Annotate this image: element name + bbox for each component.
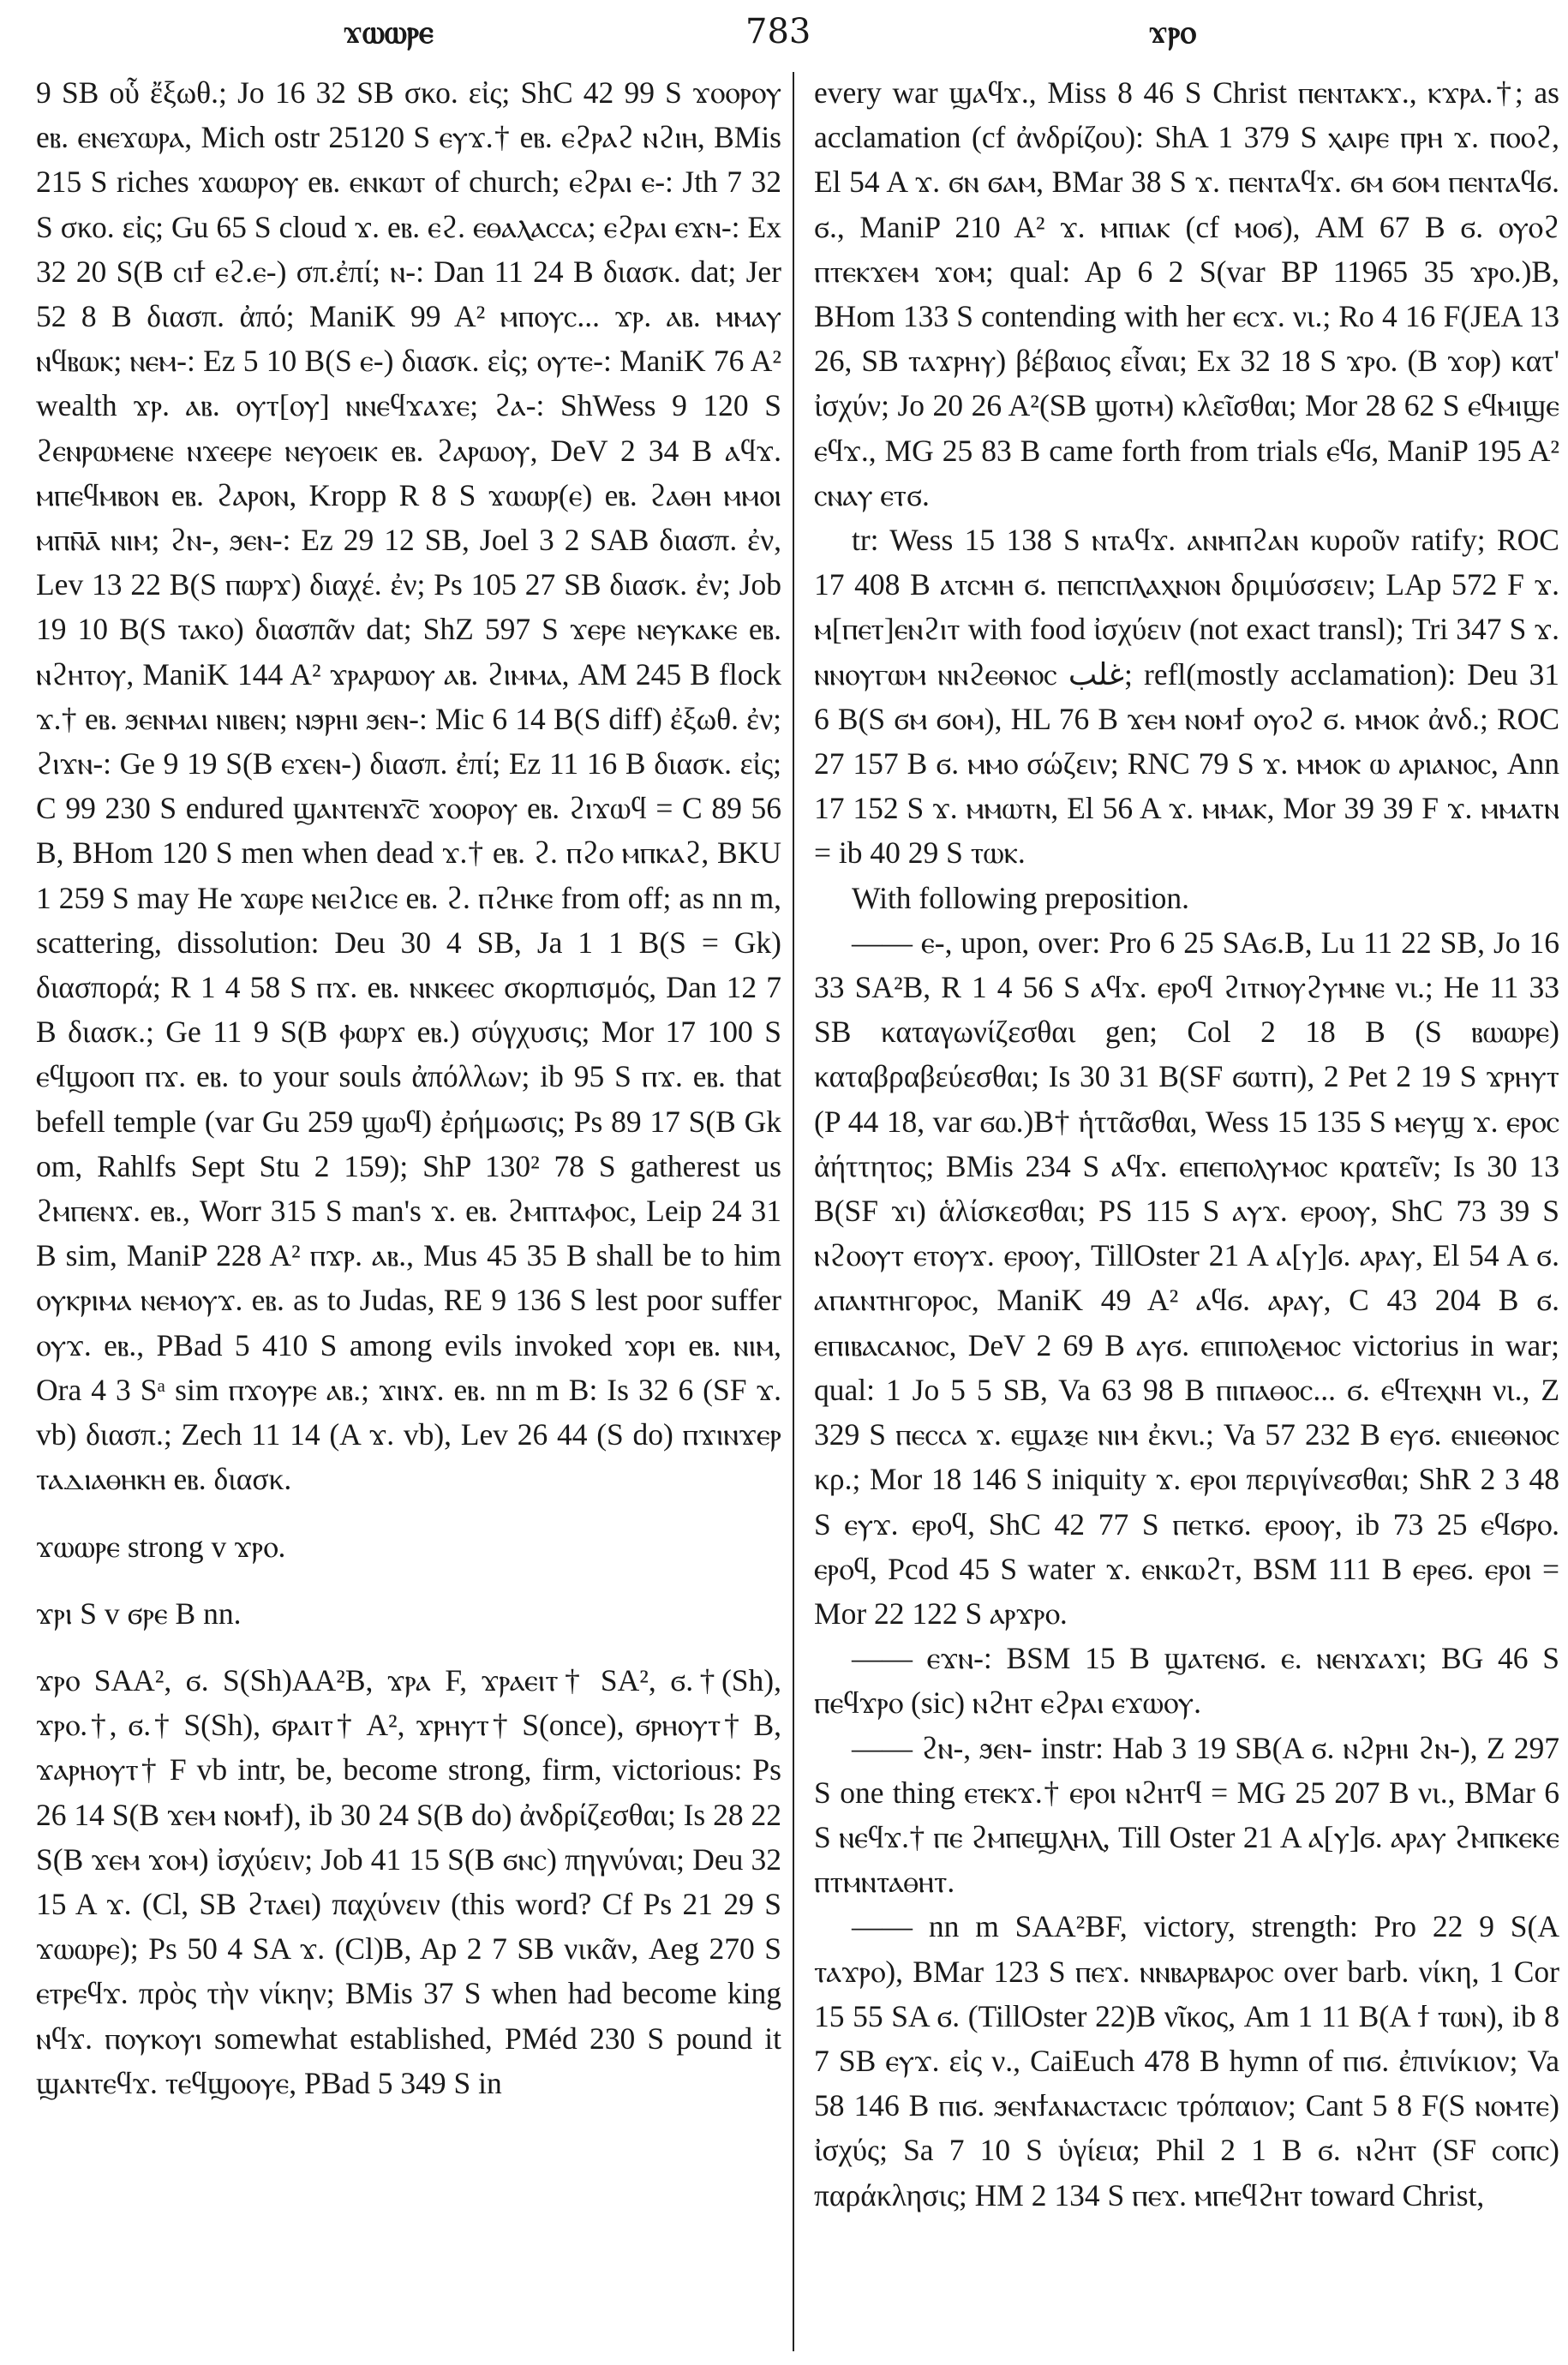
right-paragraph-exn: —— ⲉϫⲛ-: BSM 15 B ϣⲁⲧⲉⲛϭ. ⲉ. ⲛⲉⲛϫⲁϫⲓ; BG 46 S ⲡⲉϥϫⲣⲟ (sic) ⲛϩⲏⲧ ⲉϩⲣⲁⲓ ⲉϫⲱⲟⲩ. <box>814 1641 1559 1721</box>
entry-xro: ϫⲣⲟ SAA², ϭ. S(Sh)AA²B, ϫⲣⲁ F, ϫⲣⲁⲉⲓⲧ† SA², ϭ.†(Sh), ϫⲣⲟ.†, ϭ.† S(Sh), ϭⲣⲁⲓⲧ† A², ϫⲣⲏⲩⲧ† S(once), ϭⲣⲏⲟⲩⲧ† B, ϫⲁⲣⲏⲟⲩⲧ† F vb intr, be, become strong, firm, victorious: Ps 26 14 S(B ϫⲉⲙ ⲛⲟⲙϯ), ib 30 24 S(B do) ἀνδρίζεσθαι; Is 28 22 S(B ϫⲉⲙ ϫⲟⲙ) ἰσχύειν; Job 41 15 S(B ϭⲛⲥ) πηγνύναι; Deu 32 15 A ϫ. (Cl, SB ϩⲧⲁⲉⲓ) παχύνειν (this word? Cf Ps 21 29 S ϫⲱⲱⲣⲉ); Ps 50 4 SA ϫ. (Cl)B, Ap 2 7 SB νικᾶν, Aeg 270 S ⲉⲧⲣⲉϥϫ. πρὸς τὴν νίκην; BMis 37 S when had become king ⲛϥϫ. ⲡⲟⲩⲕⲟⲩⲓ somewhat established, PMéd 230 S pound it ϣⲁⲛⲧⲉϥϫ. ⲧⲉϥϣⲟⲟⲩⲉ, PBad 5 349 S in <box>36 1662 781 2100</box>
right-column <box>814 70 1559 2350</box>
column-divider <box>793 72 794 2351</box>
right-paragraph-hn-instr: —— ϩⲛ-, ϧⲉⲛ- instr: Hab 3 19 SB(A ϭ. ⲛϩⲣⲏⲓ ϩⲛ-), Z 297 S one thing ⲉⲧⲉⲕϫ.† ⲉⲣⲟⲓ ⲛϩⲏⲧϥ = MG 25 207 B νι., BMar 6 S ⲛⲉϥϫ.† ⲡⲉ ϩⲙⲡⲉϣⲗⲏⲗ, Till Oster 21 A ⲁ[ⲩ]ϭ. ⲁⲣⲁⲩ ϩⲙⲡⲕⲉⲕⲉ ⲡⲧⲙⲛⲧⲁⲑⲏⲧ. <box>814 1730 1559 1900</box>
right-paragraph-e-upon: —— ⲉ-, upon, over: Pro 6 25 SAϭ.B, Lu 11 22 SB, Jo 16 33 SA²B, R 1 4 56 S ⲁϥϫ. ⲉⲣⲟϥ ϩⲓⲧⲛⲟⲩϩⲩⲙⲛⲉ νι.; He 11 33 SB καταγωνίζεσθαι gen; Col 2 18 B (S ⲃⲱⲱⲣⲉ) καταβραβεύεσθαι; Is 30 31 B(SF ϭⲱⲧⲡ), 2 Pet 2 19 S ϫⲣⲏⲩⲧ (P 44 18, var ϭⲱ.)B† ἡττᾶσθαι, Wess 15 135 S ⲙⲉⲩϣ ϫ. ⲉⲣⲟⲥ ἀήττητος; BMis 234 S ⲁϥϫ. ⲉⲡⲉⲡⲟⲗⲩⲙⲟⲥ κρατεῖν; Is 30 13 B(SF ϫⲓ) ἁλίσκεσθαι; PS 115 S ⲁⲩϫ. ⲉⲣⲟⲟⲩ, ShC 73 39 S ⲛϩⲟⲟⲩⲧ ⲉⲧⲟⲩϫ. ⲉⲣⲟⲟⲩ, TillOster 21 A ⲁ[ⲩ]ϭ. ⲁⲣⲁⲩ, El 54 A ϭ. ⲁⲡⲁⲛⲧⲏⲅⲟⲣⲟⲥ, ManiK 49 A² ⲁϥϭ. ⲁⲣⲁⲩ, C 43 204 B ϭ. ⲉⲡⲓⲃⲁⲥⲁⲛⲟⲥ, DeV 2 69 B ⲁⲩϭ. ⲉⲡⲓⲡⲟⲗⲉⲙⲟⲥ victorius in war; qual: 1 Jo 5 5 SB, Va 63 98 B ⲡⲓⲡⲁⲑⲟⲥ... ϭ. ⲉϥⲧⲉⲭⲛⲏ νι., Z 329 S ⲡⲉⲥⲥⲁ ϫ. ⲉϣⲁⲝⲉ ⲛⲓⲙ ἐκνι.; Va 57 232 B ⲉⲩϭ. ⲉⲛⲓⲉⲑⲛⲟⲥ κρ.; Mor 18 146 S iniquity ϫ. ⲉⲣⲟⲓ περιγίνεσθαι; ShR 2 3 48 S ⲉⲩϫ. ⲉⲣⲟϥ, ShC 42 77 S ⲡⲉⲧⲕϭ. ⲉⲣⲟⲟⲩ, ib 73 25 ⲉϥϭⲣⲟ. ⲉⲣⲟϥ, Pcod 45 S water ϫ. ⲉⲛⲕⲱϩⲧ, BSM 111 B ⲉⲣⲉϭ. ⲉⲣⲟⲓ = Mor 22 122 S ⲁⲣϫⲣⲟ. <box>814 925 1559 1631</box>
right-paragraph-transitive: tr: Wess 15 138 S ⲛⲧⲁϥϫ. ⲁⲛⲙⲡϩⲁⲛ κυροῦν ratify; ROC 17 408 B ⲁⲧⲥⲙⲏ ϭ. ⲡⲉⲡⲥⲡⲗⲁⲭⲛⲟⲛ δριμύσσειν; LAp 572 F ϫ. ⲙ[ⲡⲉⲧ]ⲉⲛϩⲓⲧ with food ἰσχύειν (not exact transl); Tri 347 S ϫ. ⲛⲛⲟⲩⲅⲱⲙ ⲛⲛϩⲉⲑⲛⲟⲥ غلب; refl(mostly acclamation): Deu 31 6 B(S ϭⲙ ϭⲟⲙ), HL 76 B ϫⲉⲙ ⲛⲟⲙϯ ⲟⲩⲟϩ ϭ. ⲙⲙⲟⲕ ἀνδ.; ROC 27 157 B ϭ. ⲙⲙⲟ σώζειν; RNC 79 S ϫ. ⲙⲙⲟⲕ ⲱ ⲁⲣⲓⲁⲛⲟⲥ, Ann 17 152 S ϫ. ⲙⲙⲱⲧⲛ, El 56 A ϫ. ⲙⲙⲁⲕ, Mor 39 39 F ϫ. ⲙⲙⲁⲧⲛ = ib 40 29 S ⲧⲱⲕ. <box>814 523 1559 871</box>
left-column <box>36 70 781 2350</box>
left-paragraph-continuation: 9 SB οὗ ἔξωθ.; Jo 16 32 SB σκο. εἰς; ShC 42 99 S ϫⲟⲟⲣⲟⲩ eⲃ. ⲉⲛⲉϫⲱⲣⲁ, Mich ostr 25120 S ⲉⲩϫ.† eⲃ. ⲉϩⲣⲁϩ ⲛϩⲓⲏ, BMis 215 S riches ϫⲱⲱⲣⲟⲩ eⲃ. ⲉⲛⲕⲱⲧ of church; ⲉϩⲣⲁⲓ ⲉ-: Jth 7 32 S σκο. εἰς; Gu 65 S cloud ϫ. eⲃ. ⲉϩ. ⲉⲑⲁⲗⲁⲥⲥⲁ; ⲉϩⲣⲁⲓ ⲉϫⲛ-: Ex 32 20 S(B ⲥⲓϯ ⲉϩ.ⲉ-) σπ.ἐπί; ⲛ-: Dan 11 24 B διασκ. dat; Jer 52 8 B διασπ. ἀπό; ManiK 99 A² ⲙⲡⲟⲩⲥ... ϫⲣ. ⲁⲃ. ⲙⲙⲁⲩ ⲛϥⲃⲱⲕ; ⲛⲉⲙ-: Ez 5 10 B(S ⲉ-) διασκ. εἰς; ⲟⲩⲧⲉ-: ManiK 76 A² wealth ϫⲣ. ⲁⲃ. ⲟⲩⲧ[ⲟⲩ] ⲛⲛⲉϥϫⲁϫⲉ; ϩⲁ-: ShWess 9 120 S ϩⲉⲛⲣⲱⲙⲉⲛⲉ ⲛϫⲉⲉⲣⲉ ⲛⲉⲩⲟⲉⲓⲕ eⲃ. ϩⲁⲣⲱⲟⲩ, DeV 2 34 B ⲁϥϫ. ⲙⲡⲉϥⲙⲃⲟⲛ eⲃ. ϩⲁⲣⲟⲛ, Kropp R 8 S ϫⲱⲱⲣ(ⲉ) eⲃ. ϩⲁⲑⲏ ⲙⲙⲟⲓ ⲙⲡⲛ̄ⲁ̄ ⲛⲓⲙ; ϩⲛ-, ϧⲉⲛ-: Ez 29 12 SB, Joel 3 2 SAB διασπ. ἐν, Lev 13 22 B(S ⲡⲱⲣϫ) διαχέ. ἐν; Ps 105 27 SB διασκ. ἐν; Job 19 10 B(S ⲧⲁⲕⲟ) διασπᾶν dat; ShZ 597 S ϫⲉⲣⲉ ⲛⲉⲩⲕⲁⲕⲉ eⲃ. ⲛϩⲏⲧⲟⲩ, ManiK 144 A² ϫⲣⲁⲣⲱⲟⲩ ⲁⲃ. ϩⲓⲙⲙⲁ, AM 245 B flock ϫ.† eⲃ. ϧⲉⲛⲙⲁⲓ ⲛⲓⲃⲉⲛ; ⲛϧⲣⲏⲓ ϧⲉⲛ-: Mic 6 14 B(S diff) ἐξωθ. ἐν; ϩⲓϫⲛ-: Ge 9 19 S(B ⲉϫⲉⲛ-) διασπ. ἐπί; Ez 11 16 B διασκ. εἰς; C 99 230 S endured ϣⲁⲛⲧⲉⲛϫ̄ⲥ̄ ϫⲟⲟⲣⲟⲩ eⲃ. ϩⲓϫⲱϥ = C 89 56 B, BHom 120 S men when dead ϫ.† eⲃ. ϩ. ⲡϩⲟ ⲙⲡⲕⲁϩ, BKU 1 259 S may He ϫⲱⲣⲉ ⲛⲉⲓϩⲓⲥⲉ eⲃ. ϩ. ⲡϩⲏⲕⲉ from off; as nn m, scattering, dissolution: Deu 30 4 SB, Ja 1 1 B(S = Gk) διασπορά; R 1 4 58 S ⲡϫ. eⲃ. ⲛⲛⲕⲉⲉⲥ σκορπισμός, Dan 12 7 B διασκ.; Ge 11 9 S(B ⲫⲱⲣϫ eⲃ.) σύγχυσις; Mor 17 100 S ⲉϥϣⲟⲟⲡ ⲡϫ. eⲃ. to your souls ἀπόλλων; ib 95 S ⲡϫ. eⲃ. that befell temple (var Gu 259 ϣⲱϥ) ἐρήμωσις; Ps 89 17 S(B Gk om, Rahlfs Sept Stu 2 159); ShP 130² 78 S gatherest us ϩⲙⲡⲉⲛϫ. eⲃ., Worr 315 S man's ϫ. eⲃ. ϩⲙⲡⲧⲁⲫⲟⲥ, Leip 24 31 B sim, ManiP 228 A² ⲡϫⲣ. ⲁⲃ., Mus 45 35 B shall be to him ⲟⲩⲕⲣⲓⲙⲁ ⲛⲉⲙⲟⲩϫ. eⲃ. as to Judas, RE 9 136 S lest poor suffer ⲟⲩϫ. eⲃ., PBad 5 410 S among evils invoked ϫⲟⲣⲓ eⲃ. ⲛⲓⲙ, Ora 4 3 Sᵃ sim ⲡϫⲟⲩⲣⲉ ⲁⲃ.; ϫⲓⲛϫ. eⲃ. nn m B: Is 32 6 (SF ϫ. vb) διασπ.; Zech 11 14 (A ϫ. vb), Lev 26 44 (S do) ⲡϫⲓⲛϫⲉⲣ ⲧⲁⲇⲓⲁⲑⲏⲕⲏ eⲃ. διασκ. <box>36 75 781 1497</box>
running-head-right-headword: ϫⲣⲟ <box>1148 12 1196 51</box>
right-paragraph-nn-victory: —— nn m SAA²BF, victory, strength: Pro 22 9 S(A ⲧⲁϫⲣⲟ), BMar 123 S ⲡⲉϫ. ⲛⲛⲃⲁⲣⲃⲁⲣⲟⲥ over barb. νίκη, 1 Cor 15 55 SA ϭ. (TillOster 22)B νῖκος, Am 1 11 B(A ϯ ⲧⲱⲛ), ib 8 7 SB ⲉⲩϫ. εἰς ν., CaiEuch 478 B hymn of ⲡⲓϭ. ἐπινίκιον; Va 58 146 B ⲡⲓϭ. ϧⲉⲛϯⲁⲛⲁⲥⲧⲁⲥⲓⲥ τρόπαιον; Cant 5 8 F(S ⲛⲟⲙⲧⲉ) ἰσχύς; Sa 7 10 S ὑγίεια; Phil 2 1 B ϭ. ⲛϩⲏⲧ (SF ⲥⲟⲡⲥ) παράκλησις; HM 2 134 S ⲡⲉϫ. ⲙⲡⲉϥϩⲏⲧ toward Christ, <box>814 1909 1559 2212</box>
running-head <box>34 12 1542 72</box>
running-head-left-headword: ϫⲱⲱⲣⲉ <box>343 12 434 51</box>
entry-xoore-strong: ϫⲱⲱⲣⲉ strong v ϫⲣⲟ. <box>36 1529 286 1564</box>
right-paragraph-continuation: every war ϣⲁϥϫ., Miss 8 46 S Christ ⲡⲉⲛⲧⲁⲕϫ., ⲕϫⲣⲁ.†; as acclamation (cf ἀνδρίζου): ShA 1 379 S ⲭⲁⲓⲣⲉ ⲡⲣⲏ ϫ. ⲡⲟⲟϩ, El 54 A ϫ. ϭⲛ ϭⲁⲙ, BMar 38 S ϫ. ⲡⲉⲛⲧⲁϥϫ. ϭⲙ ϭⲟⲙ ⲡⲉⲛⲧⲁϥϭ. ϭ., ManiP 210 A² ϫ. ⲙⲡⲓⲁⲕ (cf ⲙⲟϭ), AM 67 B ϭ. ⲟⲩⲟϩ ⲡⲧⲉⲕϫⲉⲙ ϫⲟⲙ; qual: Ap 6 2 S(var BP 11965 35 ϫⲣⲟ.)B, BHom 133 S contending with her ⲉⲥϫ. νι.; Ro 4 16 F(JEA 13 26, SB ⲧⲁϫⲣⲏⲩ) βέβαιος εἶναι; Ex 32 18 S ϫⲣⲟ. (B ϫⲟⲣ) κατ' ἰσχύν; Jo 20 26 A²(SB ϣⲟⲧⲙ) κλεῖσθαι; Mor 28 62 S ⲉϥⲙⲓϣⲉ ⲉϥϫ., MG 25 83 B came forth from trials ⲉϥϭ, ManiP 195 A² ⲥⲛⲁⲩ ⲉⲧϭ. <box>814 75 1559 512</box>
entry-xri: ϫⲣⲓ S v ϭⲣⲉ B nn. <box>36 1596 242 1631</box>
page-number: 783 <box>745 12 811 51</box>
right-paragraph-preposition-heading: With following preposition. <box>852 880 1189 915</box>
